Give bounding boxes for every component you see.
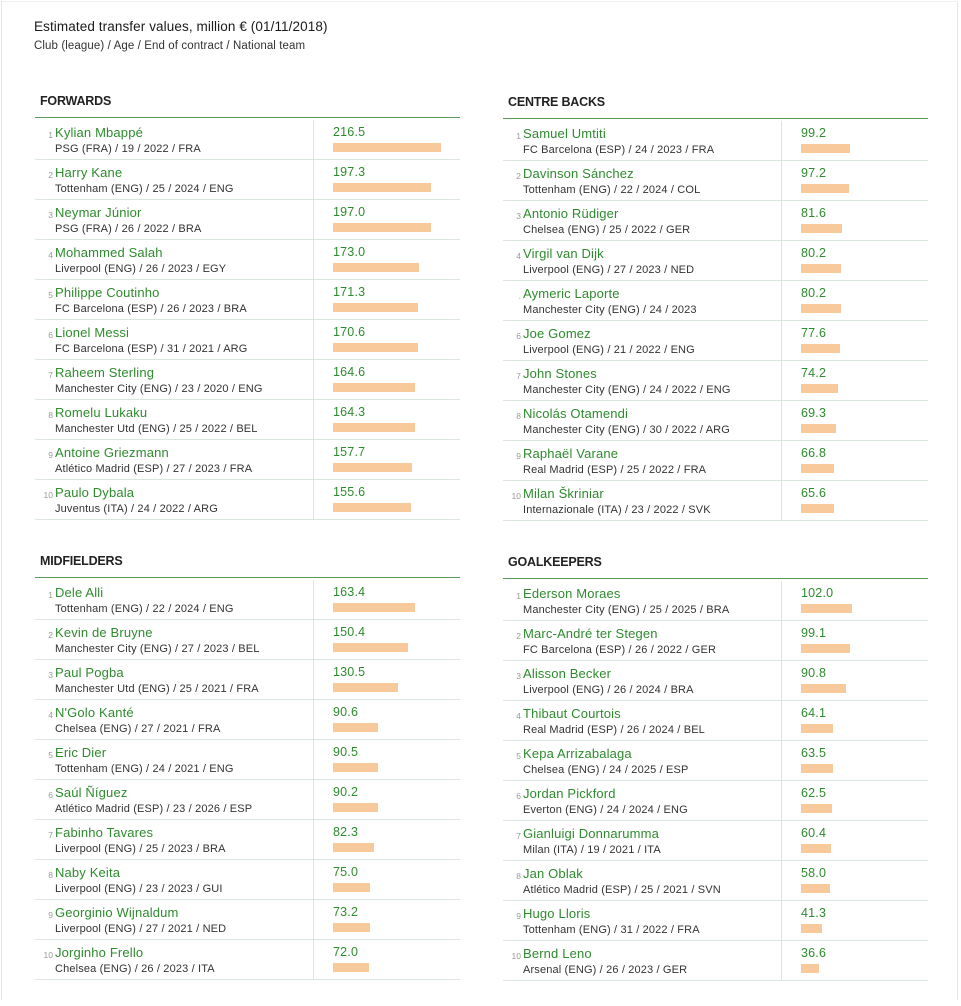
player-details: FC Barcelona (ESP) / 26 / 2022 / GER (523, 644, 717, 656)
value-bar (333, 923, 370, 932)
rank-number: 1 (516, 591, 521, 601)
transfer-value: 171.3 (333, 285, 366, 299)
value-bar (801, 964, 819, 973)
value-bar (801, 804, 832, 813)
column-divider (781, 741, 782, 780)
player-name: Kevin de Bruyne (55, 625, 153, 640)
value-bar (333, 683, 398, 692)
rank-number: 10 (43, 490, 53, 500)
player-name: Raphaël Varane (523, 446, 619, 461)
value-bar (333, 763, 378, 772)
column-divider (781, 781, 782, 820)
column-divider (781, 241, 782, 280)
table-row (503, 481, 928, 521)
column-divider (313, 120, 314, 159)
player-details: PSG (FRA) / 19 / 2022 / FRA (55, 143, 201, 155)
column-divider (313, 480, 314, 519)
rank-number: 6 (516, 331, 521, 341)
transfer-value: 80.2 (801, 286, 827, 300)
column-divider (313, 740, 314, 779)
player-details: Liverpool (ENG) / 23 / 2023 / GUI (55, 883, 223, 895)
rank-number: 4 (48, 710, 53, 720)
rank-number: 5 (48, 290, 53, 300)
player-name: Eric Dier (55, 745, 107, 760)
rank-number: 3 (48, 210, 53, 220)
transfer-value: 102.0 (801, 586, 834, 600)
player-details: FC Barcelona (ESP) / 26 / 2023 / BRA (55, 303, 247, 315)
column-divider (313, 360, 314, 399)
rank-number: 7 (48, 830, 53, 840)
table-row (35, 740, 460, 780)
column-divider (781, 481, 782, 520)
section-title: GOALKEEPERS (503, 553, 928, 579)
rank-number: 8 (516, 871, 521, 881)
value-bar (801, 144, 850, 153)
table-row (35, 620, 460, 660)
section-title: MIDFIELDERS (35, 552, 460, 578)
table-row (503, 621, 928, 661)
page-title: Estimated transfer values, million € (01/11/2018) (34, 19, 328, 34)
column-divider (313, 860, 314, 899)
player-details: Tottenham (ENG) / 24 / 2021 / ENG (55, 763, 234, 775)
transfer-value: 164.3 (333, 405, 366, 419)
player-details: Atlético Madrid (ESP) / 25 / 2021 / SVN (523, 884, 721, 896)
rank-number: 10 (511, 951, 521, 961)
table-row (35, 320, 460, 360)
value-bar (333, 723, 378, 732)
value-bar (333, 843, 374, 852)
table-row (35, 780, 460, 820)
player-name: Philippe Coutinho (55, 285, 160, 300)
table-row (503, 441, 928, 481)
column-divider (781, 701, 782, 740)
rank-number: 10 (43, 950, 53, 960)
transfer-value: 90.8 (801, 666, 827, 680)
player-name: Lionel Messi (55, 325, 130, 340)
value-bar (801, 884, 830, 893)
rank-number: 2 (48, 630, 53, 640)
player-name: Antonio Rüdiger (523, 206, 619, 221)
table-row (35, 200, 460, 240)
player-name: N'Golo Kanté (55, 705, 134, 720)
value-bar (333, 503, 411, 512)
rank-number: 9 (516, 451, 521, 461)
value-bar (333, 643, 408, 652)
transfer-value: 80.2 (801, 246, 827, 260)
table-row (503, 201, 928, 241)
table-row (503, 281, 928, 321)
rank-number: 8 (48, 410, 53, 420)
value-bar (801, 344, 840, 353)
table-row (503, 901, 928, 941)
rank-number: 1 (48, 130, 53, 140)
player-name: John Stones (523, 366, 597, 381)
section-forwards (35, 92, 460, 520)
table-row (503, 161, 928, 201)
rank-number: 7 (48, 370, 53, 380)
player-details: Chelsea (ENG) / 27 / 2021 / FRA (55, 723, 221, 735)
player-name: Harry Kane (55, 165, 123, 180)
value-bar (801, 604, 852, 613)
rank-number: 8 (48, 870, 53, 880)
rank-number: 4 (516, 711, 521, 721)
table-row (503, 581, 928, 621)
transfer-value: 81.6 (801, 206, 827, 220)
player-name: Naby Keita (55, 865, 121, 880)
player-details: Real Madrid (ESP) / 26 / 2024 / BEL (523, 724, 705, 736)
player-details: Milan (ITA) / 19 / 2021 / ITA (523, 844, 661, 856)
player-name: Thibaut Courtois (523, 706, 621, 721)
page-header (34, 19, 328, 52)
column-divider (313, 200, 314, 239)
column-divider (313, 660, 314, 699)
column-divider (313, 900, 314, 939)
section-centre-backs (503, 93, 928, 521)
value-bar (801, 224, 842, 233)
section-midfielders (35, 552, 460, 980)
value-bar (333, 263, 419, 272)
table-row (35, 660, 460, 700)
rank-number: 3 (516, 671, 521, 681)
value-bar (333, 883, 370, 892)
player-details: Chelsea (ENG) / 26 / 2023 / ITA (55, 963, 215, 975)
transfer-value: 82.3 (333, 825, 359, 839)
rank-number: 4 (516, 251, 521, 261)
table-row (35, 400, 460, 440)
player-name: Jordan Pickford (523, 786, 616, 801)
player-name: Aymeric Laporte (523, 286, 620, 301)
rank-number: 1 (48, 590, 53, 600)
value-bar (801, 504, 834, 513)
value-bar (801, 764, 833, 773)
rank-number: 9 (48, 910, 53, 920)
rank-number: 6 (48, 790, 53, 800)
column-divider (781, 281, 782, 320)
player-details: Atlético Madrid (ESP) / 27 / 2023 / FRA (55, 463, 253, 475)
rank-number: 6 (48, 330, 53, 340)
column-divider (313, 280, 314, 319)
table-row (503, 361, 928, 401)
transfer-value: 155.6 (333, 485, 366, 499)
column-divider (313, 700, 314, 739)
column-divider (781, 401, 782, 440)
player-details: Chelsea (ENG) / 25 / 2022 / GER (523, 224, 691, 236)
column-divider (313, 320, 314, 359)
value-bar (333, 463, 412, 472)
player-details: FC Barcelona (ESP) / 24 / 2023 / FRA (523, 144, 715, 156)
rank-number: 2 (48, 170, 53, 180)
value-bar (333, 223, 431, 232)
player-details: Real Madrid (ESP) / 25 / 2022 / FRA (523, 464, 707, 476)
value-bar (801, 424, 836, 433)
column-divider (781, 861, 782, 900)
player-details: Liverpool (ENG) / 25 / 2023 / BRA (55, 843, 226, 855)
player-name: Mohammed Salah (55, 245, 163, 260)
column-divider (781, 661, 782, 700)
table-row (35, 700, 460, 740)
player-name: Joe Gomez (523, 326, 591, 341)
rank-number: 2 (516, 171, 521, 181)
player-details: Atlético Madrid (ESP) / 23 / 2026 / ESP (55, 803, 253, 815)
table-row (35, 360, 460, 400)
table-row (503, 861, 928, 901)
column-divider (313, 440, 314, 479)
column-divider (781, 441, 782, 480)
section-title: CENTRE BACKS (503, 93, 928, 119)
rank-number: 2 (516, 631, 521, 641)
value-bar (801, 384, 838, 393)
player-details: Liverpool (ENG) / 27 / 2021 / NED (55, 923, 227, 935)
player-details: Juventus (ITA) / 24 / 2022 / ARG (55, 503, 218, 515)
transfer-value: 60.4 (801, 826, 827, 840)
value-bar (801, 304, 841, 313)
transfer-value: 163.4 (333, 585, 366, 599)
transfer-value: 197.3 (333, 165, 366, 179)
player-details: Liverpool (ENG) / 27 / 2023 / NED (523, 264, 695, 276)
transfer-value: 90.5 (333, 745, 359, 759)
player-details: Manchester City (ENG) / 25 / 2025 / BRA (523, 604, 730, 616)
section-title: FORWARDS (35, 92, 460, 118)
transfer-value: 216.5 (333, 125, 366, 139)
player-name: Neymar Júnior (55, 205, 142, 220)
section-goalkeepers (503, 553, 928, 981)
player-name: Georginio Wijnaldum (55, 905, 179, 920)
value-bar (333, 143, 441, 152)
player-details: Tottenham (ENG) / 22 / 2024 / ENG (55, 603, 234, 615)
rank-number: 4 (48, 250, 53, 260)
table-row (503, 781, 928, 821)
transfer-value: 66.8 (801, 446, 827, 460)
table-row (35, 240, 460, 280)
column-divider (781, 161, 782, 200)
table-row (35, 160, 460, 200)
player-name: Marc-André ter Stegen (523, 626, 658, 641)
player-name: Kepa Arrizabalaga (523, 746, 632, 761)
rank-number: 3 (516, 211, 521, 221)
player-name: Raheem Sterling (55, 365, 155, 380)
player-name: Dele Alli (55, 585, 104, 600)
rank-number: 5 (516, 751, 521, 761)
transfer-value: 90.2 (333, 785, 359, 799)
column-divider (781, 361, 782, 400)
column-divider (313, 400, 314, 439)
player-details: Tottenham (ENG) / 31 / 2022 / FRA (523, 924, 700, 936)
transfer-value: 170.6 (333, 325, 366, 339)
player-name: Bernd Leno (523, 946, 592, 961)
player-name: Hugo Lloris (523, 906, 591, 921)
player-name: Romelu Lukaku (55, 405, 148, 420)
transfer-value: 90.6 (333, 705, 359, 719)
column-divider (781, 901, 782, 940)
player-details: Liverpool (ENG) / 26 / 2023 / EGY (55, 263, 227, 275)
player-name: Davinson Sánchez (523, 166, 634, 181)
player-details: Manchester Utd (ENG) / 25 / 2021 / FRA (55, 683, 259, 695)
rank-number: 6 (516, 791, 521, 801)
table-row (503, 821, 928, 861)
player-name: Kylian Mbappé (55, 125, 143, 140)
table-row (35, 940, 460, 980)
player-details: Tottenham (ENG) / 22 / 2024 / COL (523, 184, 701, 196)
column-divider (781, 821, 782, 860)
value-bar (801, 644, 850, 653)
rank-number: . (518, 291, 521, 301)
transfer-value: 157.7 (333, 445, 366, 459)
player-name: Paul Pogba (55, 665, 124, 680)
column-divider (781, 621, 782, 660)
table-row (35, 120, 460, 160)
value-bar (333, 963, 369, 972)
table-row (35, 280, 460, 320)
table-row (503, 121, 928, 161)
value-bar (333, 423, 415, 432)
player-name: Jan Oblak (523, 866, 583, 881)
transfer-value: 63.5 (801, 746, 827, 760)
player-details: Manchester Utd (ENG) / 25 / 2022 / BEL (55, 423, 258, 435)
transfer-value: 36.6 (801, 946, 827, 960)
player-details: PSG (FRA) / 26 / 2022 / BRA (55, 223, 202, 235)
column-divider (781, 581, 782, 620)
column-divider (313, 620, 314, 659)
player-name: Milan Škriniar (523, 486, 604, 501)
player-details: Internazionale (ITA) / 23 / 2022 / SVK (523, 504, 711, 516)
player-details: Liverpool (ENG) / 26 / 2024 / BRA (523, 684, 694, 696)
column-divider (313, 940, 314, 979)
player-details: Arsenal (ENG) / 26 / 2023 / GER (523, 964, 688, 976)
value-bar (801, 184, 849, 193)
table-row (35, 580, 460, 620)
table-row (35, 820, 460, 860)
player-details: Chelsea (ENG) / 24 / 2025 / ESP (523, 764, 689, 776)
player-details: Manchester City (ENG) / 24 / 2023 (523, 304, 697, 316)
column-divider (313, 820, 314, 859)
player-name: Antoine Griezmann (55, 445, 169, 460)
player-details: Manchester City (ENG) / 24 / 2022 / ENG (523, 384, 731, 396)
player-name: Virgil van Dijk (523, 246, 604, 261)
transfer-value: 73.2 (333, 905, 359, 919)
value-bar (333, 603, 415, 612)
value-bar (801, 264, 841, 273)
table-row (35, 480, 460, 520)
column-divider (313, 160, 314, 199)
value-bar (801, 684, 846, 693)
player-details: Manchester City (ENG) / 27 / 2023 / BEL (55, 643, 260, 655)
player-details: Tottenham (ENG) / 25 / 2024 / ENG (55, 183, 234, 195)
column-divider (781, 941, 782, 980)
player-name: Jorginho Frello (55, 945, 144, 960)
column-divider (313, 780, 314, 819)
value-bar (333, 383, 415, 392)
rank-number: 10 (511, 491, 521, 501)
page-subtitle: Club (league) / Age / End of contract / National team (34, 40, 306, 52)
transfer-value: 62.5 (801, 786, 827, 800)
value-bar (333, 343, 418, 352)
player-name: Nicolás Otamendi (523, 406, 628, 421)
transfer-value: 197.0 (333, 205, 366, 219)
transfer-value: 173.0 (333, 245, 366, 259)
transfer-value: 69.3 (801, 406, 827, 420)
rank-number: 7 (516, 371, 521, 381)
table-row (503, 321, 928, 361)
rank-number: 9 (48, 450, 53, 460)
transfer-value: 164.6 (333, 365, 366, 379)
transfer-value: 77.6 (801, 326, 827, 340)
player-name: Gianluigi Donnarumma (523, 826, 659, 841)
column-divider (781, 321, 782, 360)
player-name: Fabinho Tavares (55, 825, 154, 840)
player-name: Paulo Dybala (55, 485, 135, 500)
value-bar (801, 724, 833, 733)
player-details: Manchester City (ENG) / 30 / 2022 / ARG (523, 424, 730, 436)
value-bar (801, 464, 834, 473)
transfer-value: 74.2 (801, 366, 827, 380)
rank-number: 1 (516, 131, 521, 141)
table-row (35, 440, 460, 480)
value-bar (801, 844, 831, 853)
player-details: FC Barcelona (ESP) / 31 / 2021 / ARG (55, 343, 248, 355)
transfer-value: 97.2 (801, 166, 827, 180)
rank-number: 7 (516, 831, 521, 841)
table-row (503, 241, 928, 281)
transfer-value: 130.5 (333, 665, 366, 679)
player-details: Manchester City (ENG) / 23 / 2020 / ENG (55, 383, 263, 395)
table-row (503, 941, 928, 981)
rank-number: 9 (516, 911, 521, 921)
player-name: Samuel Umtiti (523, 126, 606, 141)
transfer-value: 75.0 (333, 865, 359, 879)
table-row (503, 401, 928, 441)
transfer-value: 150.4 (333, 625, 366, 639)
transfer-value: 64.1 (801, 706, 827, 720)
table-row (503, 741, 928, 781)
transfer-value: 65.6 (801, 486, 827, 500)
value-bar (801, 924, 822, 933)
value-bar (333, 303, 418, 312)
table-row (35, 900, 460, 940)
table-row (503, 661, 928, 701)
value-bar (333, 183, 431, 192)
transfer-value: 58.0 (801, 866, 827, 880)
transfer-value: 72.0 (333, 945, 359, 959)
player-name: Ederson Moraes (523, 586, 621, 601)
player-name: Saúl Ñíguez (55, 785, 128, 800)
column-divider (781, 201, 782, 240)
value-bar (333, 803, 378, 812)
transfer-value: 41.3 (801, 906, 827, 920)
player-details: Liverpool (ENG) / 21 / 2022 / ENG (523, 344, 695, 356)
rank-number: 5 (48, 750, 53, 760)
rank-number: 3 (48, 670, 53, 680)
column-divider (781, 121, 782, 160)
player-name: Alisson Becker (523, 666, 612, 681)
transfer-value: 99.1 (801, 626, 827, 640)
player-details: Everton (ENG) / 24 / 2024 / ENG (523, 804, 688, 816)
table-row (503, 701, 928, 741)
transfer-value: 99.2 (801, 126, 827, 140)
table-row (35, 860, 460, 900)
rank-number: 8 (516, 411, 521, 421)
column-divider (313, 240, 314, 279)
column-divider (313, 580, 314, 619)
